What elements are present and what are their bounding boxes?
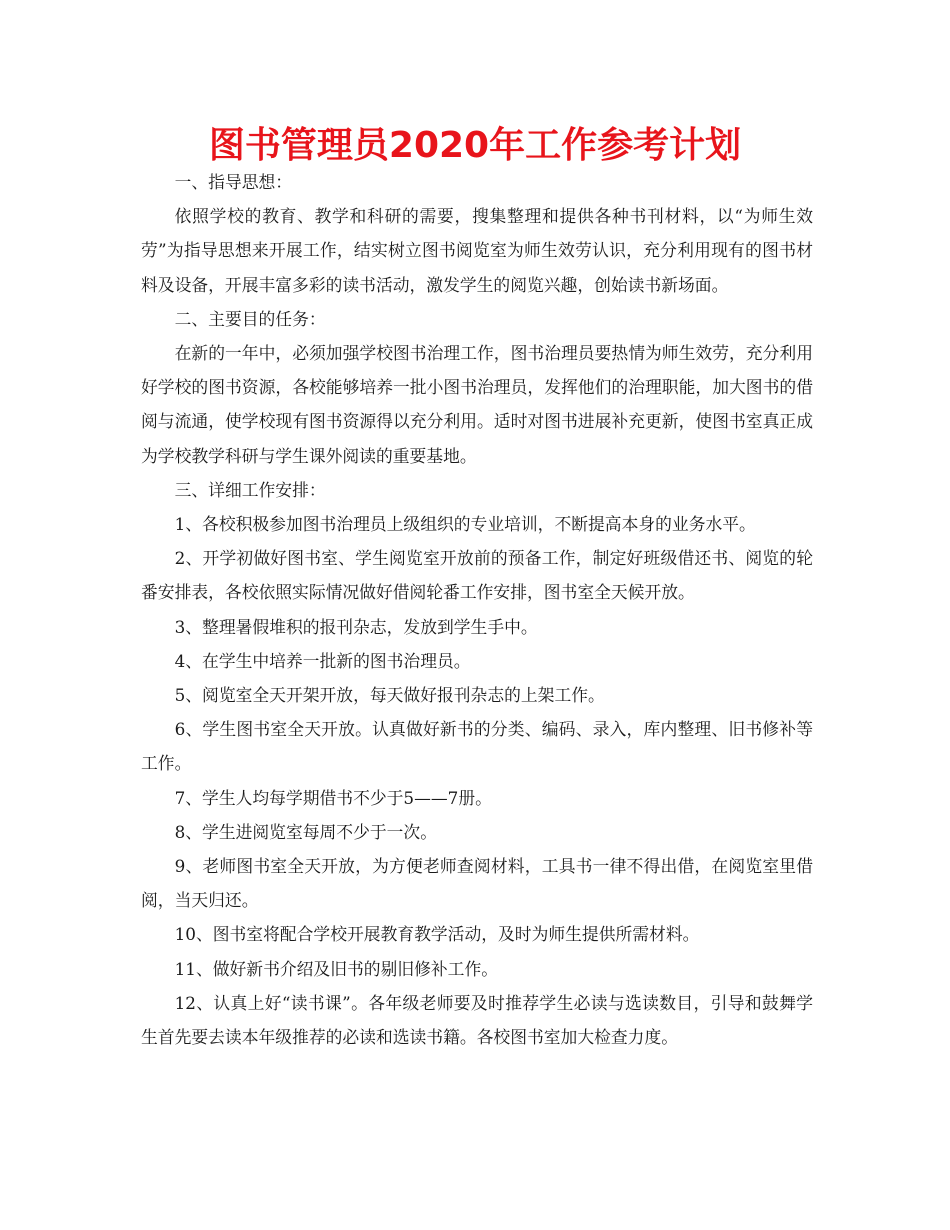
list-item: 2、开学初做好图书室、学生阅览室开放前的预备工作，制定好班级借还书、阅览的轮番安排表，各校依照实际情况做好借阅轮番工作安排，图书室全天候开放。 [141,548,813,603]
list-item: 8、学生进阅览室每周不少于一次。 [174,821,437,842]
section-heading: 三、详细工作安排： [174,479,326,500]
list-item: 7、学生人均每学期借书不少于5——7册。 [174,787,492,808]
list-item: 9、老师图书室全天开放，为方便老师查阅材料，工具书一律不得出借，在阅览室里借阅，当天归还。 [141,856,813,911]
paragraph: 依照学校的教育、教学和科研的需要，搜集整理和提供各种书刊材料，以“为师生效劳”为指导思想来开展工作，结实树立图书阅览室为师生效劳认识，充分利用现有的图书材料及设备，开展丰富多彩的读书活动，激发学生的阅览兴趣，创始读书新场面。 [141,206,813,295]
list-item: 3、整理暑假堆积的报刊杂志，发放到学生手中。 [174,616,538,637]
list-item: 11、做好新书介绍及旧书的剔旧修补工作。 [174,958,499,979]
list-item: 12、认真上好“读书课”。各年级老师要及时推荐学生必读与选读数目，引导和鼓舞学生首先要去读本年级推荐的必读和选读书籍。各校图书室加大检查力度。 [141,992,813,1048]
section-heading: 二、主要目的任务： [174,308,326,329]
document-title: 图书管理员2020年工作参考计划 [208,125,742,166]
list-item: 5、阅览室全天开架开放，每天做好报刊杂志的上架工作。 [174,685,605,706]
list-item: 4、在学生中培养一批新的图书治理员。 [174,650,471,671]
list-item: 1、各校积极参加图书治理员上级组织的专业培训，不断提高本身的业务水平。 [174,514,756,535]
paragraph: 在新的一年中，必须加强学校图书治理工作，图书治理员要热情为师生效劳，充分利用好学校的图书资源，各校能够培养一批小图书治理员，发挥他们的治理职能，加大图书的借阅与流通，使学校现有图书资源得以充分利用。适时对图书进展补充更新，使图书室真正成为学校教学科研与学生课外阅读的重要基地。 [141,343,813,466]
list-item: 6、学生图书室全天开放。认真做好新书的分类、编码、录入，库内整理、旧书修补等工作。 [141,719,813,774]
section-heading: 一、指导思想： [174,172,293,192]
list-item: 10、图书室将配合学校开展教育教学活动，及时为师生提供所需材料。 [174,924,700,945]
document-body [141,165,813,1054]
